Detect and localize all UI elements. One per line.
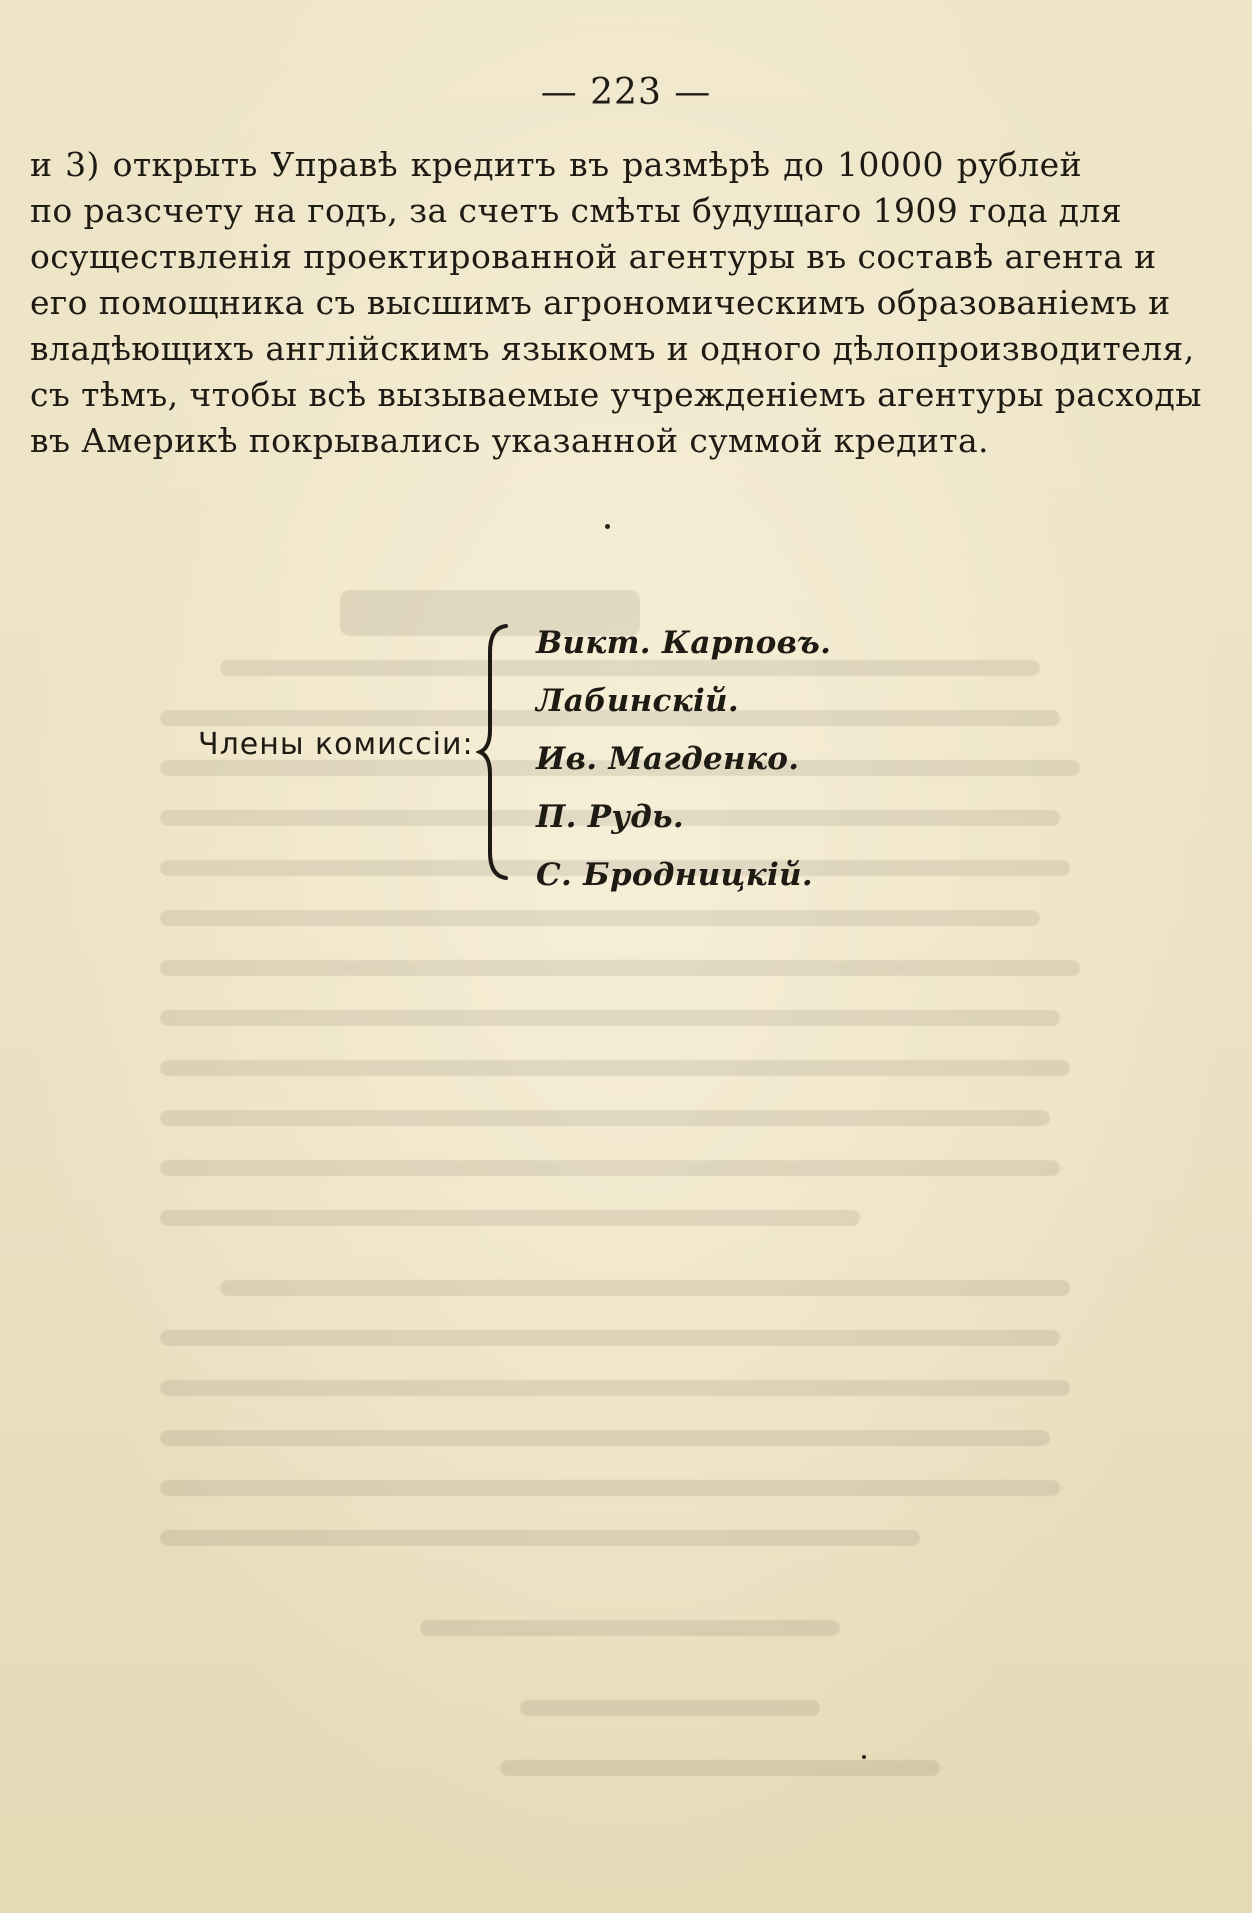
- commission-members-label: Члены комиссіи:: [198, 727, 474, 762]
- paragraph-line: въ Америкѣ покрывались указанной суммой кредита.: [30, 421, 989, 460]
- paragraph-line: его помощника съ высшимъ агрономическимъ образованіемъ и: [30, 283, 1171, 322]
- member-name: П. Рудь.: [536, 799, 684, 835]
- member-name: Викт. Карповъ.: [536, 625, 832, 661]
- ink-dot: [862, 1755, 866, 1759]
- paragraph-line: владѣющихъ англійскимъ языкомъ и одного дѣлопроизводителя,: [30, 329, 1195, 368]
- commission-members-list: [536, 614, 831, 904]
- curly-brace: [476, 622, 516, 882]
- member-name: С. Бродницкій.: [536, 857, 813, 893]
- main-paragraph: [30, 142, 1202, 464]
- ink-dot: [605, 524, 610, 529]
- paragraph-line: по разсчету на годъ, за счетъ смѣты будущаго 1909 года для: [30, 191, 1122, 230]
- paragraph-line: и 3) открыть Управѣ кредитъ въ размѣрѣ до 10000 рублей: [30, 145, 1082, 184]
- paragraph-line: съ тѣмъ, чтобы всѣ вызываемые учрежденіемъ агентуры расходы: [30, 375, 1202, 414]
- member-name: Лабинскій.: [536, 683, 739, 719]
- page-number: — 223 —: [540, 72, 712, 113]
- member-name: Ив. Магденко.: [536, 741, 800, 777]
- paragraph-line: осуществленія проектированной агентуры въ составѣ агента и: [30, 237, 1157, 276]
